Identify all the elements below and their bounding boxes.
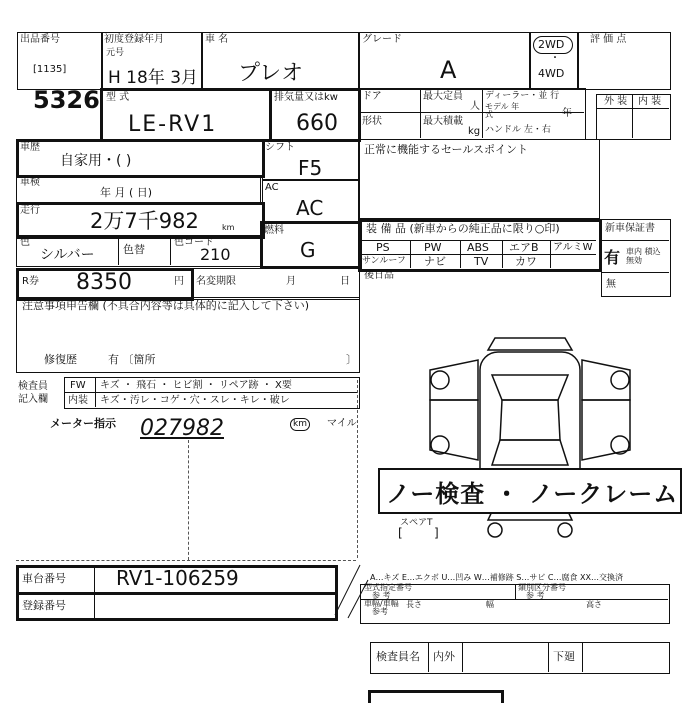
length-label: 長さ: [406, 600, 422, 609]
registration-label: 登録番号: [22, 599, 66, 612]
warranty-h1: [601, 240, 669, 241]
model-label: 型 式: [106, 92, 130, 103]
chassis-vdivider: [94, 565, 95, 621]
displacement-value: 660: [296, 111, 338, 136]
repair-close: 〕: [346, 353, 357, 366]
equip-v2: [460, 240, 461, 268]
drive-4wd: 4WD: [538, 67, 565, 80]
name-change-month: 月: [286, 276, 296, 287]
wheel-fl: [431, 371, 449, 389]
repaint-label: 色替: [123, 243, 145, 256]
spare-bracket-close: ]: [434, 526, 439, 540]
mileage-label: 走行: [20, 205, 40, 216]
color-value: シルバー: [40, 247, 95, 263]
footer-v2: [462, 642, 463, 672]
chassis-value: RV1-106259: [116, 566, 239, 590]
spare-bracket-open: [: [398, 526, 403, 540]
wheel-rl: [431, 436, 449, 454]
sales-point-label: 正常に機能するセールスポイント: [364, 143, 529, 156]
warranty-included: 車内 積込無効: [626, 247, 661, 265]
first-registration-value: H 18年 3月: [108, 68, 199, 88]
equip-pw: PW: [424, 241, 442, 254]
history-label: 車歴: [20, 142, 40, 153]
right-front-door: [582, 360, 630, 400]
fuel-label: 燃料: [264, 225, 284, 236]
fuel-value: G: [300, 238, 316, 262]
spec-divider-h: [358, 112, 584, 113]
type-designation-label: 型式指定番号: [364, 583, 412, 592]
equip-leather: カワ: [515, 255, 537, 268]
shape-label: 形状: [362, 116, 382, 127]
model-value: LE-RV1: [128, 112, 218, 137]
equip-navi: ナビ: [424, 255, 446, 268]
dash-v-mid: [357, 380, 358, 558]
dimension-ref: 参考: [372, 607, 388, 616]
grade-label: グレード: [362, 34, 402, 45]
inspector-label-2: 記入欄: [18, 394, 48, 405]
history-value: 自家用・( ): [60, 153, 132, 169]
drive-separator: ・: [550, 53, 560, 64]
notes-label: 注意事項申告欄 (不具合内容等は具体的に記入して下さい): [22, 299, 310, 312]
grade-value: A: [440, 56, 457, 84]
chassis-label: 車台番号: [22, 572, 66, 585]
score-label: 評 価 点: [590, 34, 627, 45]
meter-km: km: [290, 418, 310, 431]
repair-value: 有 〔箇所: [108, 353, 156, 366]
type-designation-ref: 参 考: [372, 591, 391, 600]
stamp-text: ノー検査 ・ ノークレーム: [386, 480, 679, 508]
footer-v3: [548, 642, 549, 672]
name-change-label: 名変期限: [196, 276, 236, 287]
name-change-day: 日: [340, 276, 350, 287]
history-box: [16, 139, 265, 178]
footer-int-ext: 内外: [433, 650, 455, 663]
ext-int-divider-h: [596, 108, 669, 109]
spec-divider-1: [420, 88, 421, 138]
fw-items: キズ ・ 飛石 ・ ヒビ割 ・ リペア跡 ・ X要: [100, 380, 292, 391]
dash-h: [16, 560, 356, 561]
rear-seat-label: 後日品: [364, 270, 394, 281]
car-diagram: [400, 330, 660, 550]
handle-label: ハンドル 左・右: [485, 125, 551, 135]
inspector-v: [95, 377, 96, 407]
wheel-fr: [611, 371, 629, 389]
car-name-label: 車 名: [205, 34, 229, 45]
mileage-value: 2万7千982: [90, 209, 199, 233]
wheel-under-l: [488, 523, 502, 537]
int-label: 内装: [68, 395, 88, 406]
color-code: 210: [200, 245, 231, 264]
rear-window-outline: [492, 440, 568, 465]
cargo-label: 最大積載: [423, 116, 463, 127]
door-label: ドア: [362, 91, 382, 102]
equip-airbag: エアB: [509, 241, 539, 254]
spare-label: スペアT: [400, 518, 433, 528]
class-number-ref: 参 考: [526, 591, 545, 600]
equip-abs: ABS: [467, 241, 489, 254]
fw-label: FW: [70, 380, 86, 391]
car-name: プレオ: [238, 61, 304, 86]
equip-alloy: アルミW: [553, 242, 593, 253]
wheel-under-r: [558, 523, 572, 537]
equip-ps: PS: [376, 241, 390, 254]
warranty-yes: 有: [604, 248, 621, 267]
shift-value: F5: [298, 156, 323, 180]
recycle-label: R券: [22, 276, 39, 287]
lot-number: 5326: [33, 86, 100, 114]
height-label: 高さ: [586, 600, 602, 609]
left-front-door: [430, 360, 478, 400]
warranty-h2: [601, 272, 669, 273]
footer-inspector: 検査員名: [376, 650, 420, 663]
meter-label: メーター指示: [50, 417, 116, 430]
front-bumper-outline: [488, 338, 572, 350]
recycle-value: 8350: [76, 270, 132, 295]
meter-mile: マイル: [327, 418, 357, 429]
width-label: 幅: [486, 600, 494, 609]
warranty-label: 新車保証書: [605, 223, 655, 234]
wheel-rr: [611, 436, 629, 454]
color-divider-2: [170, 235, 171, 265]
spec-divider-2: [482, 88, 483, 138]
windshield-outline: [492, 375, 568, 400]
color-label: 色: [20, 237, 30, 248]
warranty-no: 無: [606, 279, 616, 290]
roof-outline: [500, 400, 560, 440]
seats-unit: 人: [470, 101, 480, 112]
type-v: [515, 584, 516, 599]
int-items: キズ・汚レ・コゲ・穴・スレ・キレ・破レ: [100, 395, 290, 406]
equip-v3: [502, 240, 503, 268]
shift-label: シフト: [265, 142, 295, 153]
footer-under: 下廻: [553, 650, 575, 663]
equip-sunroof: サンルーフ: [362, 256, 406, 266]
ext-int-divider: [632, 94, 633, 138]
dealer-label: ディーラー・並 行: [485, 91, 560, 101]
displacement-label: 排気量又はkw: [274, 92, 338, 103]
cargo-unit: kg: [468, 126, 481, 137]
inspector-h: [64, 392, 358, 393]
inspector-label-1: 検査員: [18, 381, 48, 392]
color-divider-1: [118, 235, 119, 265]
ac-value: AC: [296, 196, 324, 220]
ac-label: AC: [265, 182, 279, 193]
repair-label: 修復歴: [44, 353, 77, 366]
exhibit-number-label: 出品番号: [20, 34, 60, 45]
bottom-box-edge: [368, 690, 504, 703]
color-code-label: 色コード: [174, 237, 214, 248]
chassis-divider: [16, 592, 336, 595]
interior-label: 内 装: [638, 96, 662, 107]
equip-tv: TV: [474, 255, 489, 268]
mileage-unit: km: [222, 223, 235, 232]
equip-v1: [410, 240, 411, 268]
exterior-label: 外 装: [604, 96, 628, 107]
footer-v4: [582, 642, 583, 672]
equip-v4: [550, 240, 551, 268]
drive-2wd: 2WD: [538, 38, 565, 51]
dash-v-left: [188, 440, 189, 560]
model-year-label: モデル 年式: [485, 102, 520, 119]
inspection-label: 車検: [20, 177, 40, 188]
first-registration-label: 初度登録年月: [104, 34, 164, 45]
equipment-label: 装 備 品 (新車からの純正品に限り○印): [366, 222, 560, 235]
left-rear-door: [430, 400, 478, 460]
meter-value: 027982: [140, 416, 224, 441]
seats-label: 最大定員: [423, 91, 463, 102]
dimension-label: 車幅/車幅: [364, 599, 399, 608]
inspection-value: 年 月 ( 日): [100, 186, 153, 199]
footer-v1: [428, 642, 429, 672]
right-rear-door: [582, 400, 630, 460]
recycle-unit: 円: [174, 276, 184, 287]
era-label: 元号: [106, 48, 125, 58]
exhibit-code: [1135]: [33, 64, 67, 75]
year-unit: 年: [562, 108, 572, 119]
damage-legend: A…キズ E…エクボ U…凹み W…補修跡 S…サビ C…腐食 XX…交換済: [370, 573, 624, 582]
class-number-label: 類別区分番号: [518, 583, 566, 592]
